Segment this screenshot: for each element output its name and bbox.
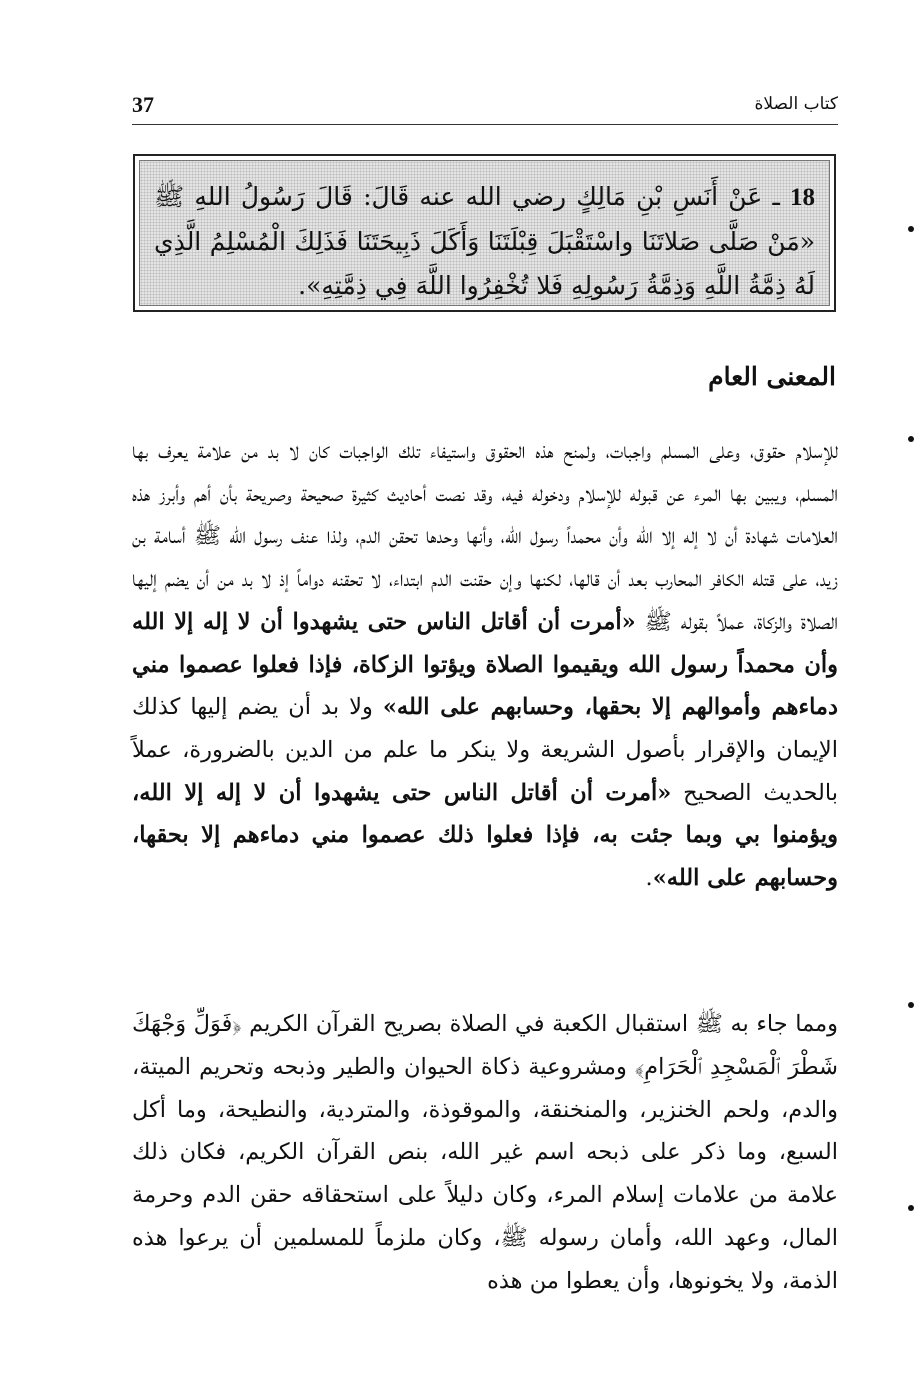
margin-dot (908, 436, 914, 442)
hadith-number: 18 (790, 184, 815, 211)
page-number: 37 (132, 92, 154, 117)
paragraph1-part-a: للإسلام حقوق، وعلى المسلم واجبات، ولمنح هذه الحقوق واستيفاء تلك الواجبات كان لا بد من علامة يعرف بها المسلم، ويبين بها المرء عن قبوله للإسلام ودخوله فيه، وقد نصت أحاديث كثيرة صحيحة وصريحة بأن أهم وأبرز هذه العلامات شهادة أن لا إله إلا الله وأن محمداً رسول الله، وأنها وحدها تحقن الدم، ولذا عنف رسول الله ﷺ أسامة بن زيد، على قتله الكافر المحارب بعد أن قالها، لكنها وإن حقنت الدم ابتداء، لا تحقنه دواماً إذ لا بد من أن يضم إليها الصلاة والزكاة، عملاً بقوله ﷺ (132, 438, 838, 635)
paragraph-general-meaning (132, 430, 838, 900)
paragraph1-part-c: ولا بد أن يضم إليها كذلك الإيمان والإقرار بأصول الشريعة ولا ينكر ما علم من الدين بالضرورة، عملاً بالحديث الصحيح (132, 694, 838, 806)
paragraph-qibla: ومما جاء به ﷺ استقبال الكعبة في الصلاة بصريح القرآن الكريم ﴿فَوَلِّ وَجْهَكَ شَطْرَ ٱلْمَسْجِدِ ٱلْحَرَامِ﴾ ومشروعية ذكاة الحيوان والطير وذبحه وتحريم الميتة، والدم، ولحم الخنزير، والمنخنقة، والموقوذة، والمتردية، والنطيحة، وما أكل السبع، وما ذكر على ذبحه اسم غير الله، بنص القرآن الكريم، فكان ذلك علامة من علامات إسلام المرء، وكان دليلاً على استحقاقه حقن الدم وحرمة المال، وعهد الله، وأمان رسوله ﷺ، وكان ملزماً للمسلمين أن يرعوا هذه الذمة، ولا يخونوها، وأن يعطوا من هذه (132, 1011, 838, 1294)
section-title: المعنى العام (708, 362, 836, 391)
hadith-quote-1: «أمرت أن أقاتل الناس حتى يشهدوا أن لا إله إلا الله وأن محمداً رسول الله ويقيموا الصلاة ويؤتوا الزكاة، فإذا فعلوا عصموا مني دماءهم وأموالهم إلا بحقها، وحسابهم على الله» (132, 608, 838, 721)
hadith-text-block (139, 160, 830, 306)
margin-dot (908, 1002, 914, 1008)
running-header (132, 92, 838, 125)
book-title: كتاب الصلاة (754, 94, 838, 114)
hadith-text: ـ عَنْ أَنَسِ بْنِ مَالِكٍ رضي الله عنه قَالَ: قَالَ رَسُولُ اللهِ ﷺ «مَنْ صَلَّى صَلاتَنَا واسْتَقْبَلَ قِبْلَتَنَا وَأَكَلَ ذَبِيحَتَنَا فَذَلِكَ الْمُسْلِمُ الَّذِي لَهُ ذِمَّةُ اللَّهِ وَذِمَّةُ رَسُولِهِ فَلا تُخْفِرُوا اللَّهَ فِي ذِمَّتِهِ». (154, 182, 815, 300)
margin-dot (908, 1205, 914, 1211)
paragraph1-part-e: . (645, 865, 653, 892)
hadith-box (133, 154, 836, 312)
margin-dot (908, 226, 914, 232)
hadith-quote-2: «أمرت أن أقاتل الناس حتى يشهدوا أن لا إله إلا الله، ويؤمنوا بي وبما جئت به، فإذا فعلوا ذلك عصموا مني دماءهم إلا بحقها، وحسابهم على الله» (132, 779, 838, 892)
